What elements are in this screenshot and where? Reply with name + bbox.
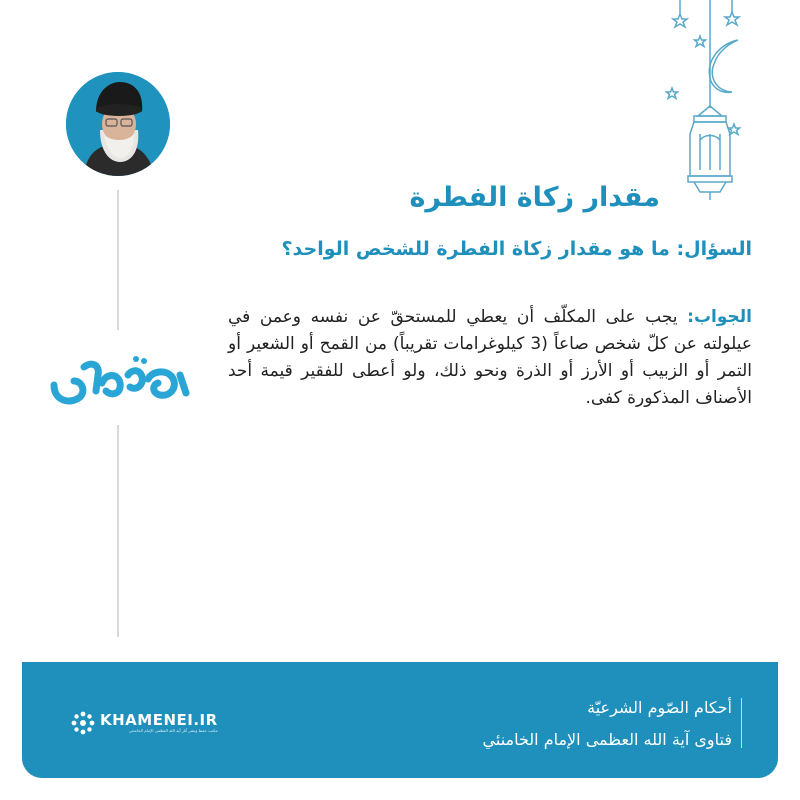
answer-text: يجب على المكلّف أن يعطي للمستحقّ عن نفسه وعمن في عيلولته عن كلّ شخص صاعاً (3 كيلوغرامات تقريباً) من القمح أو الشعير أو التمر أو الزبيب أو الأرز أو الذرة ونحو ذلك، ولو أعطى للفقير قيمة أحد الأصناف المذكورة كفى. xyxy=(228,307,753,408)
footer-line-1: أحكام الصّوم الشرعيّة xyxy=(587,698,732,717)
footer-line-2: فتاوى آية الله العظمى الإمام الخامنئي xyxy=(482,730,732,749)
logo-text: KHAMENEI.IR xyxy=(100,711,218,729)
khamenei-logo[interactable] xyxy=(70,708,218,738)
answer-label: الجواب: xyxy=(687,307,752,327)
footer-divider xyxy=(741,698,742,748)
portrait-icon xyxy=(66,72,170,176)
ramadan-calligraphy-icon xyxy=(40,345,200,415)
khamenei-logo-icon xyxy=(70,710,96,736)
avatar xyxy=(66,72,170,176)
question-label: السؤال: xyxy=(676,238,752,260)
ramadan-lantern-icon xyxy=(650,0,760,210)
question xyxy=(282,238,752,260)
logo-subtext: مكتب حفظ ونشر آثار آية الله العظمى الإمام الخامنئي xyxy=(128,728,218,733)
ramadan-calligraphy xyxy=(40,345,200,415)
page-title: مقدار زكاة الفطرة xyxy=(409,182,660,213)
question-text: ما هو مقدار زكاة الفطرة للشخص الواحد؟ xyxy=(281,238,677,260)
decorative-line-bottom xyxy=(117,425,119,637)
answer xyxy=(228,304,752,412)
footer xyxy=(22,662,778,778)
decorative-line-top xyxy=(117,190,119,330)
footer-text xyxy=(483,692,732,756)
